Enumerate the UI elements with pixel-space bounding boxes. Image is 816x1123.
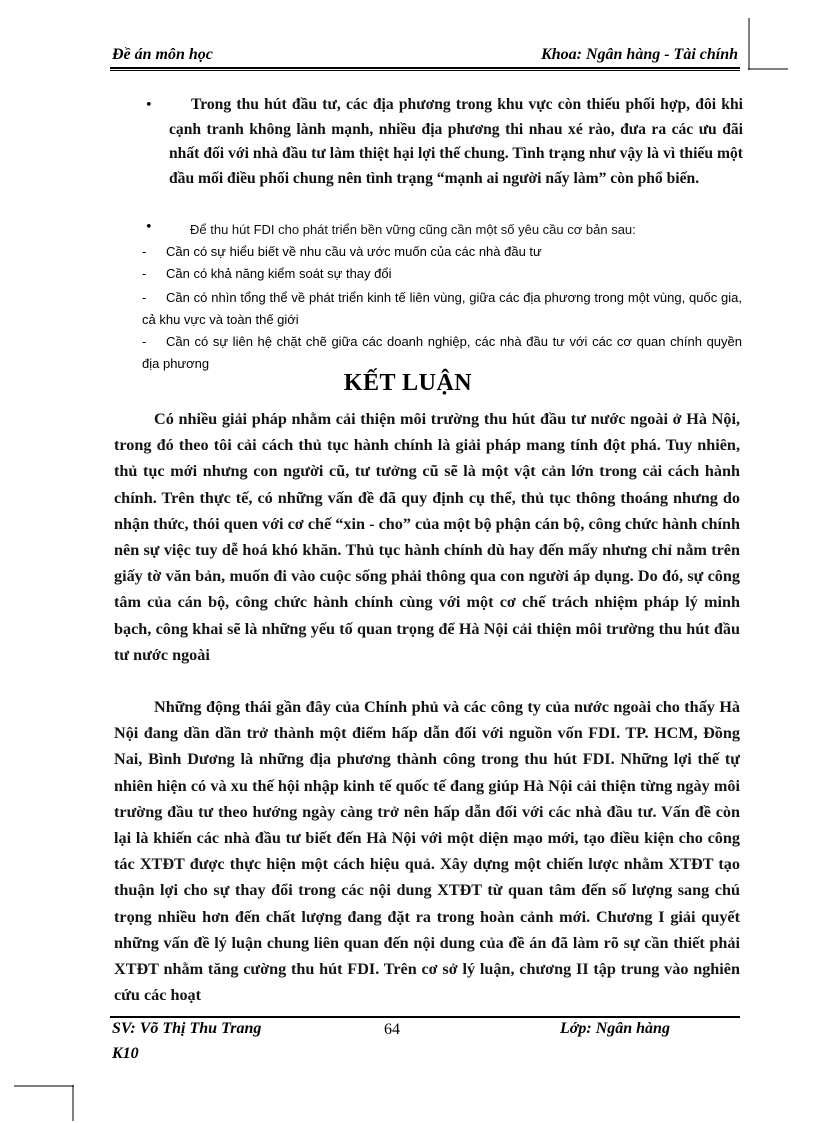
footer-student: SV: Võ Thị Thu Trang [112, 1020, 262, 1037]
requirement-item [142, 287, 742, 331]
requirement-item [142, 331, 742, 375]
page-corner-mark-bottom [14, 1085, 74, 1121]
bullet-icon: • [145, 98, 153, 113]
bullet-icon: • [145, 220, 153, 235]
bullet-paragraph-coordination: Trong thu hút đầu tư, các địa phương trong khu vực còn thiếu phối hợp, đôi khi cạnh tranh không lành mạnh, nhiều địa phương thi nhau xé rào, đưa ra các ưu đãi nhất đối với nhà đầu tư làm thiệt hại lợi thế chung. Tình trạng như vậy là vì thiếu một đầu mối điều phối chung nên tình trạng “mạnh ai người nấy làm” còn phổ biến. [169, 96, 743, 187]
conclusion-paragraph-2: Những động thái gần đây của Chính phủ và các công ty của nước ngoài cho thấy Hà Nội đang dần dần trở thành một điểm hấp dẫn đối với nguồn vốn FDI. TP. HCM, Đồng Nai, Bình Dương là những địa phương thành công trong thu hút FDI. Những lợi thế tự nhiên hiện có và xu thế hội nhập kinh tế quốc tế đang giúp Hà Nội cải thiện từng ngày môi trường đầu tư theo hướng ngày càng trở nên hấp dẫn đối với các nhà đầu tư. Vấn đề còn lại là khiến các nhà đầu tư biết đến Hà Nội với một diện mạo mới, tạo điều kiện cho công tác XTĐT được thực hiện một cách hiệu quả. Xây dựng một chiến lược nhằm XTĐT tạo thuận lợi cho sự thay đổi trong các nội dung XTĐT từ quan tâm đến số lượng sang chú trọng nhiều hơn đến chất lượng đang đặt ra trong hoàn cảnh mới. Chương I giải quyết những vấn đề lý luận chung liên quan đến nội dung của đề án đã làm rõ sự cần thiết phải XTĐT nhằm tăng cường thu hút FDI. Trên cơ sở lý luận, chương II tập trung vào nghiên cứu các hoạt [114, 698, 740, 1005]
dash-marker: - [142, 334, 147, 349]
requirement-text: Cần có khả năng kiểm soát sự thay đổi [166, 266, 392, 281]
page-corner-mark-top [748, 18, 788, 70]
footer-cohort: K10 [112, 1045, 139, 1062]
requirement-text: Cần có sự liên hệ chặt chẽ giữa các doanh nghiệp, các nhà đầu tư với các cơ quan chính quyền địa phương [142, 334, 742, 371]
bullet-paragraph-requirements-intro: Để thu hút FDI cho phát triển bền vững cũng cần một số yêu cầu cơ bản sau: [190, 222, 636, 237]
requirement-item [142, 263, 742, 285]
section-title-conclusion: KẾT LUẬN [343, 370, 473, 396]
requirement-item [142, 241, 742, 263]
footer-class: Lớp: Ngân hàng [560, 1020, 670, 1037]
dash-marker: - [142, 290, 147, 305]
header-title: Đề án môn học [112, 46, 213, 63]
footer-divider [110, 1016, 740, 1018]
header-faculty: Khoa: Ngân hàng - Tài chính [541, 46, 738, 63]
dash-marker: - [142, 244, 147, 259]
requirement-text: Cần có nhìn tổng thể về phát triển kinh tế liên vùng, giữa các địa phương trong một vùng, quốc gia, cả khu vực và toàn thế giới [142, 290, 742, 327]
page-number: 64 [384, 1021, 400, 1038]
page-header [112, 46, 740, 68]
conclusion-paragraph-1: Có nhiều giải pháp nhằm cải thiện môi trường thu hút đầu tư nước ngoài ở Hà Nội, trong đó theo tôi cải cách thủ tục hành chính là giải pháp mang tính đột phá. Tuy nhiên, thủ tục mới nhưng con người cũ, tư tưởng cũ sẽ là một vật cản lớn trong cải cách hành chính. Trên thực tế, có những vấn đề đã quy định cụ thể, thủ tục thông thoáng nhưng do nhận thức, thói quen với cơ chế “xin - cho” của một bộ phận cán bộ, công chức hành chính nên sự việc tuy dễ hoá khó khăn. Thủ tục hành chính dù hay đến mấy nhưng chỉ nằm trên giấy tờ văn bản, muốn đi vào cuộc sống phải thông qua con người áp dụng. Do đó, sự công tâm của cán bộ, công chức hành chính cùng với một cơ chế trách nhiệm pháp lý minh bạch, công khai sẽ là những yếu tố quan trọng để Hà Nội cải thiện môi trường thu hút đầu tư nước ngoài [114, 410, 740, 664]
dash-marker: - [142, 266, 147, 281]
requirement-text: Cần có sự hiểu biết về nhu cầu và ước muốn của các nhà đầu tư [166, 244, 542, 259]
header-divider [110, 67, 740, 71]
